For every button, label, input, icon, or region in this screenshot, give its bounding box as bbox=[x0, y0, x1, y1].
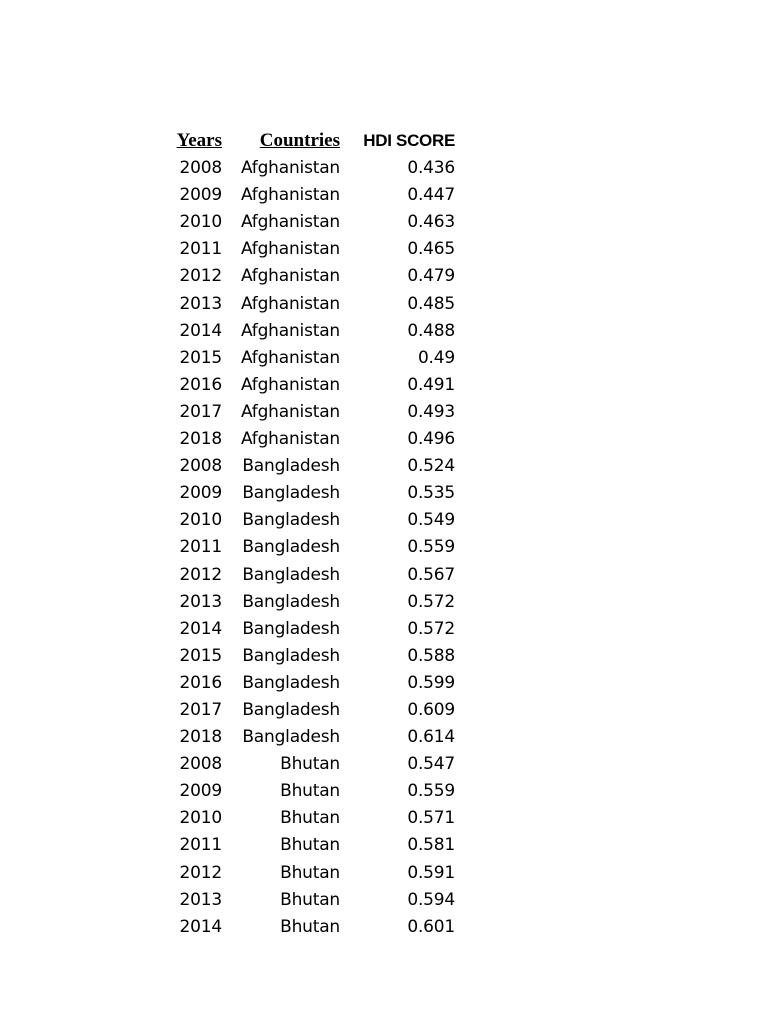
table-row bbox=[160, 287, 460, 314]
table-row bbox=[160, 640, 460, 667]
table-row bbox=[160, 856, 460, 883]
country-cell: Afghanistan bbox=[240, 401, 340, 422]
table-row bbox=[160, 423, 460, 450]
country-cell: Bangladesh bbox=[242, 591, 340, 612]
hdi-score-cell: 0.493 bbox=[407, 401, 455, 422]
table-row bbox=[160, 775, 460, 802]
year-cell: 2009 bbox=[179, 185, 222, 206]
year-cell: 2012 bbox=[179, 564, 222, 585]
country-cell: Afghanistan bbox=[240, 185, 340, 206]
country-cell: Bhutan bbox=[280, 754, 340, 775]
country-cell: Bhutan bbox=[280, 889, 340, 910]
hdi-score-cell: 0.591 bbox=[407, 862, 455, 883]
hdi-score-cell: 0.463 bbox=[407, 212, 455, 233]
year-cell: 2018 bbox=[179, 429, 222, 450]
year-cell: 2013 bbox=[179, 293, 222, 314]
hdi-score-cell: 0.559 bbox=[407, 781, 455, 802]
country-cell: Afghanistan bbox=[240, 320, 340, 341]
year-cell: 2011 bbox=[179, 239, 222, 260]
hdi-score-cell: 0.567 bbox=[407, 564, 455, 585]
year-cell: 2010 bbox=[179, 808, 222, 829]
hdi-score-cell: 0.491 bbox=[407, 374, 455, 395]
year-cell: 2014 bbox=[179, 618, 222, 639]
hdi-score-cell: 0.465 bbox=[407, 239, 455, 260]
year-cell: 2012 bbox=[179, 266, 222, 287]
hdi-score-cell: 0.572 bbox=[407, 618, 455, 639]
table-row bbox=[160, 531, 460, 558]
hdi-score-cell: 0.571 bbox=[407, 808, 455, 829]
year-cell: 2008 bbox=[179, 158, 222, 179]
hdi-score-cell: 0.549 bbox=[407, 510, 455, 531]
hdi-score-cell: 0.479 bbox=[407, 266, 455, 287]
table-row bbox=[160, 802, 460, 829]
year-cell: 2017 bbox=[179, 401, 222, 422]
hdi-score-cell: 0.601 bbox=[407, 916, 455, 937]
hdi-score-cell: 0.559 bbox=[407, 537, 455, 558]
hdi-score-cell: 0.524 bbox=[407, 456, 455, 477]
table-row bbox=[160, 748, 460, 775]
hdi-score-cell: 0.588 bbox=[407, 645, 455, 666]
table-row bbox=[160, 396, 460, 423]
table-row bbox=[160, 558, 460, 585]
hdi-score-cell: 0.488 bbox=[407, 320, 455, 341]
country-cell: Bangladesh bbox=[242, 699, 340, 720]
country-cell: Bhutan bbox=[280, 835, 340, 856]
year-cell: 2016 bbox=[179, 374, 222, 395]
table-row bbox=[160, 586, 460, 613]
header-years: Years bbox=[176, 130, 222, 151]
year-cell: 2018 bbox=[179, 727, 222, 748]
table-row bbox=[160, 613, 460, 640]
year-cell: 2011 bbox=[179, 835, 222, 856]
hdi-score-cell: 0.599 bbox=[407, 672, 455, 693]
hdi-score-cell: 0.594 bbox=[407, 889, 455, 910]
table-row bbox=[160, 206, 460, 233]
country-cell: Bangladesh bbox=[242, 510, 340, 531]
country-cell: Bangladesh bbox=[242, 537, 340, 558]
table-row bbox=[160, 694, 460, 721]
table-row bbox=[160, 179, 460, 206]
hdi-score-cell: 0.447 bbox=[407, 185, 455, 206]
year-cell: 2008 bbox=[179, 456, 222, 477]
hdi-score-cell: 0.609 bbox=[407, 699, 455, 720]
table-row bbox=[160, 477, 460, 504]
year-cell: 2014 bbox=[179, 916, 222, 937]
hdi-score-cell: 0.535 bbox=[407, 483, 455, 504]
table-row bbox=[160, 152, 460, 179]
hdi-score-cell: 0.496 bbox=[407, 429, 455, 450]
country-cell: Bangladesh bbox=[242, 564, 340, 585]
country-cell: Bhutan bbox=[280, 781, 340, 802]
country-cell: Bangladesh bbox=[242, 483, 340, 504]
year-cell: 2010 bbox=[179, 510, 222, 531]
table-row bbox=[160, 450, 460, 477]
country-cell: Bangladesh bbox=[242, 618, 340, 639]
country-cell: Bangladesh bbox=[242, 727, 340, 748]
country-cell: Afghanistan bbox=[240, 293, 340, 314]
header-countries: Countries bbox=[259, 130, 340, 151]
table-row bbox=[160, 667, 460, 694]
country-cell: Afghanistan bbox=[240, 347, 340, 368]
year-cell: 2014 bbox=[179, 320, 222, 341]
hdi-score-cell: 0.581 bbox=[407, 835, 455, 856]
country-cell: Afghanistan bbox=[240, 429, 340, 450]
year-cell: 2011 bbox=[179, 537, 222, 558]
year-cell: 2015 bbox=[179, 645, 222, 666]
year-cell: 2016 bbox=[179, 672, 222, 693]
table-row bbox=[160, 884, 460, 911]
hdi-score-cell: 0.436 bbox=[407, 158, 455, 179]
table-body bbox=[160, 152, 460, 938]
country-cell: Afghanistan bbox=[240, 374, 340, 395]
year-cell: 2009 bbox=[179, 483, 222, 504]
table-row bbox=[160, 233, 460, 260]
year-cell: 2013 bbox=[179, 591, 222, 612]
year-cell: 2010 bbox=[179, 212, 222, 233]
country-cell: Afghanistan bbox=[240, 239, 340, 260]
hdi-score-cell: 0.485 bbox=[407, 293, 455, 314]
table-row bbox=[160, 911, 460, 938]
hdi-table bbox=[160, 124, 460, 938]
table-row bbox=[160, 829, 460, 856]
year-cell: 2015 bbox=[179, 347, 222, 368]
country-cell: Bangladesh bbox=[242, 645, 340, 666]
table-row bbox=[160, 342, 460, 369]
country-cell: Afghanistan bbox=[240, 158, 340, 179]
hdi-score-cell: 0.49 bbox=[417, 347, 455, 368]
table-row bbox=[160, 504, 460, 531]
year-cell: 2009 bbox=[179, 781, 222, 802]
table-row bbox=[160, 369, 460, 396]
year-cell: 2017 bbox=[179, 699, 222, 720]
hdi-score-cell: 0.547 bbox=[407, 754, 455, 775]
year-cell: 2008 bbox=[179, 754, 222, 775]
table-row bbox=[160, 721, 460, 748]
header-hdi-score: HDI SCORE bbox=[363, 131, 455, 150]
country-cell: Bhutan bbox=[280, 862, 340, 883]
country-cell: Bangladesh bbox=[242, 456, 340, 477]
country-cell: Afghanistan bbox=[240, 212, 340, 233]
year-cell: 2013 bbox=[179, 889, 222, 910]
table-header-row bbox=[160, 124, 460, 152]
country-cell: Bhutan bbox=[280, 916, 340, 937]
country-cell: Afghanistan bbox=[240, 266, 340, 287]
table-row bbox=[160, 315, 460, 342]
hdi-score-cell: 0.572 bbox=[407, 591, 455, 612]
table-row bbox=[160, 260, 460, 287]
year-cell: 2012 bbox=[179, 862, 222, 883]
hdi-score-cell: 0.614 bbox=[407, 727, 455, 748]
country-cell: Bhutan bbox=[280, 808, 340, 829]
country-cell: Bangladesh bbox=[242, 672, 340, 693]
